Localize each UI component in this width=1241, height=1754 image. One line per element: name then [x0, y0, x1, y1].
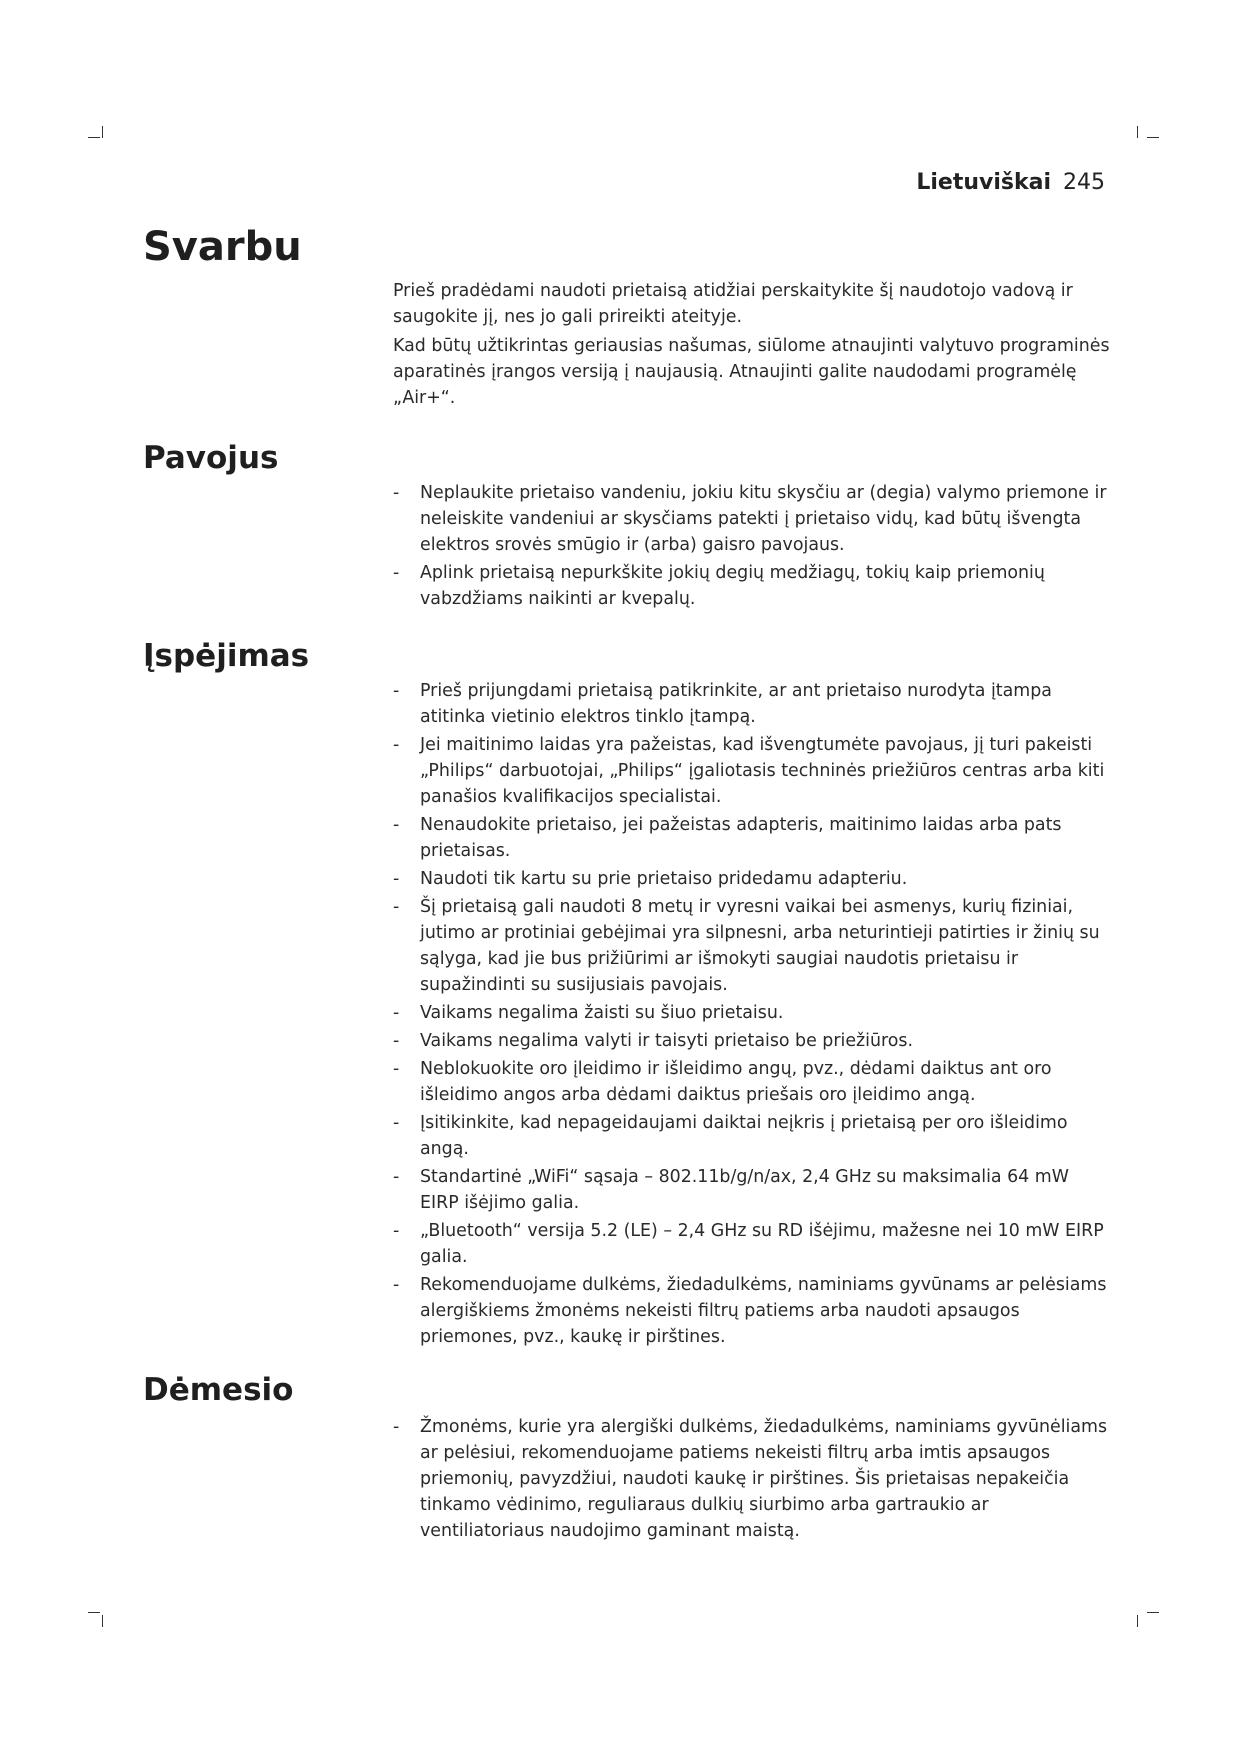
list-item: - Žmonėms, kurie yra alergiški dulkėms, žiedadulkėms, naminiams gyvūnėliams ar pelėsiui, rekomenduojame patiems nekeisti filtrų arba imtis apsaugos priemonių, pavyzdžiui, naudoti kaukę ir pirštines. Šis prietaisas nepakeičia tinkamo vėdinimo, reguliaraus dulkių siurbimo arba gartraukio ar ventiliatoriaus naudojimo gaminant maistą. [393, 1414, 1113, 1544]
crop-mark-top-left [88, 126, 102, 140]
section-title-ispejimas: Įspėjimas [143, 638, 310, 674]
dash-marker: - [393, 1113, 400, 1133]
dash-marker: - [393, 1275, 400, 1295]
section-body-demesio [393, 1414, 1113, 1546]
list-item: - Standartinė „WiFi“ sąsaja – 802.11b/g/n/ax, 2,4 GHz su maksimalia 64 mW EIRP išėjimo galia. [393, 1164, 1113, 1216]
list-item: - Neplaukite prietaiso vandeniu, jokiu kitu skysčiu ar (degia) valymo priemone ir neleiskite vandeniui ar skysčiams patekti į prietaiso vidų, kad būtų išvengta elektros srovės smūgio ir (arba) gaisro pavojaus. [393, 480, 1113, 558]
section-body-ispejimas [393, 678, 1113, 1352]
page-number: 245 [1063, 170, 1105, 195]
list-item: - Jei maitinimo laidas yra pažeistas, kad išvengtumėte pavojaus, jį turi pakeisti „Philips“ darbuotojai, „Philips“ įgaliotasis techninės priežiūros centras arba kiti panašios kvalifikacijos specialistai. [393, 732, 1113, 810]
dash-marker: - [393, 1003, 400, 1023]
crop-mark-bottom-left [88, 1612, 102, 1626]
crop-mark-top-right [1137, 126, 1151, 140]
dash-marker: - [393, 1221, 400, 1241]
dash-marker: - [393, 1031, 400, 1051]
section-body-svarbu [393, 278, 1113, 414]
dash-marker: - [393, 869, 400, 889]
bullet-list [393, 1414, 1113, 1544]
header-language: Lietuviškai [916, 170, 1051, 195]
list-item: - Rekomenduojame dulkėms, žiedadulkėms, naminiams gyvūnams ar pelėsiams alergiškiems žmonėms nekeisti filtrų patiems arba naudoti apsaugos priemones, pvz., kaukę ir pirštines. [393, 1272, 1113, 1350]
list-item: - Vaikams negalima valyti ir taisyti prietaiso be priežiūros. [393, 1028, 1113, 1054]
dash-marker: - [393, 735, 400, 755]
list-item: - Aplink prietaisą nepurkškite jokių degių medžiagų, tokių kaip priemonių vabzdžiams naikinti ar kvepalų. [393, 560, 1113, 612]
bullet-list [393, 678, 1113, 1350]
dash-marker: - [393, 897, 400, 917]
dash-marker: - [393, 1417, 400, 1437]
list-item: - Įsitikinkite, kad nepageidaujami daiktai neįkris į prietaisą per oro išleidimo angą. [393, 1110, 1113, 1162]
section-title-pavojus: Pavojus [143, 440, 279, 476]
list-item: - Vaikams negalima žaisti su šiuo prietaisu. [393, 1000, 1113, 1026]
paragraph: Prieš pradėdami naudoti prietaisą atidžiai perskaitykite šį naudotojo vadovą ir saugokite jį, nes jo gali prireikti ateityje. [393, 281, 1073, 327]
dash-marker: - [393, 1059, 400, 1079]
dash-marker: - [393, 483, 400, 503]
dash-marker: - [393, 563, 400, 583]
list-item: - „Bluetooth“ versija 5.2 (LE) – 2,4 GHz su RD išėjimu, mažesne nei 10 mW EIRP galia. [393, 1218, 1113, 1270]
running-header [916, 170, 1105, 195]
list-item: - Nenaudokite prietaiso, jei pažeistas adapteris, maitinimo laidas arba pats prietaisas. [393, 812, 1113, 864]
list-item: - Prieš prijungdami prietaisą patikrinkite, ar ant prietaiso nurodyta įtampa atitinka vietinio elektros tinklo įtampą. [393, 678, 1113, 730]
section-title-demesio: Dėmesio [143, 1372, 294, 1408]
crop-mark-bottom-right [1137, 1612, 1151, 1626]
dash-marker: - [393, 1167, 400, 1187]
dash-marker: - [393, 681, 400, 701]
section-title-svarbu: Svarbu [143, 224, 302, 270]
list-item: - Neblokuokite oro įleidimo ir išleidimo angų, pvz., dėdami daiktus ant oro išleidimo angos arba dėdami daiktus priešais oro įleidimo angą. [393, 1056, 1113, 1108]
section-body-pavojus [393, 480, 1113, 614]
bullet-list [393, 480, 1113, 612]
list-item: - Naudoti tik kartu su prie prietaiso pridedamu adapteriu. [393, 866, 1113, 892]
dash-marker: - [393, 815, 400, 835]
paragraph: Kad būtų užtikrintas geriausias našumas, siūlome atnaujinti valytuvo programinės aparatinės įrangos versiją į naujausią. Atnaujinti galite naudodami programėlę „Air+“. [393, 336, 1110, 408]
list-item: - Šį prietaisą gali naudoti 8 metų ir vyresni vaikai bei asmenys, kurių fiziniai, jutimo ar protiniai gebėjimai yra silpnesni, arba neturintieji patirties ir žinių su sąlyga, kad jie bus prižiūrimi ar išmokyti saugiai naudotis prietaisu ir supažindinti su susijusiais pavojais. [393, 894, 1113, 998]
